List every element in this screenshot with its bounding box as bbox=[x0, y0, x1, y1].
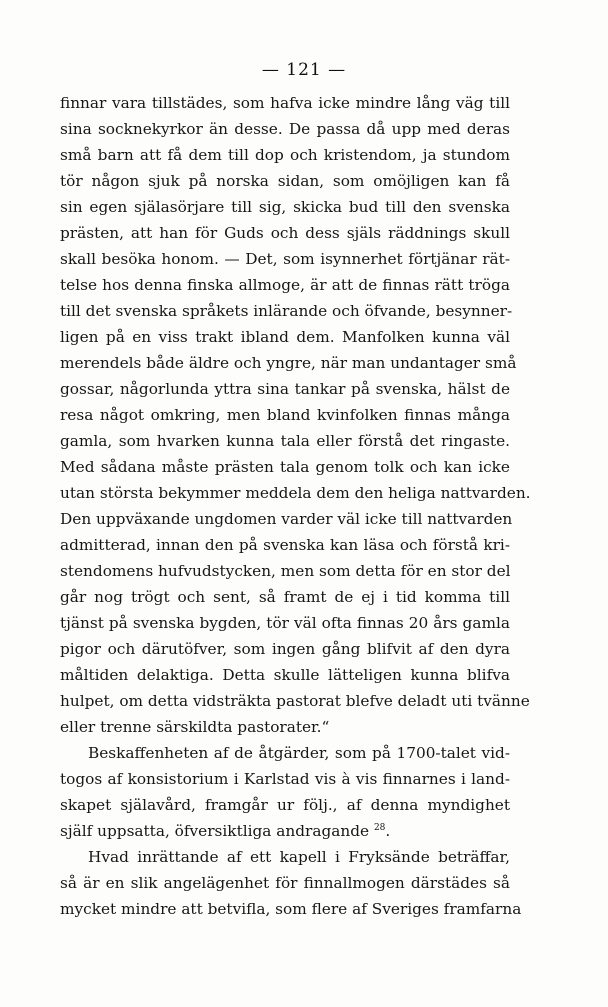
footnote-reference[interactable]: 28 bbox=[373, 823, 386, 833]
text-line: skapet själavård, framgår ur följ., af denna myndighet bbox=[60, 796, 510, 814]
text-line: Med sådana måste prästen tala genom tolk och kan icke bbox=[60, 458, 510, 476]
text-line: gossar, någorlunda yttra sina tankar på svenska, hälst de bbox=[60, 380, 510, 398]
text-line: eller trenne särskildta pastorater.“ bbox=[60, 718, 330, 736]
paragraph-1 bbox=[60, 90, 531, 740]
text-line-with-footnote bbox=[60, 818, 510, 844]
sentence-end: . bbox=[385, 822, 391, 840]
text-line: måltiden delaktiga. Detta skulle lätteligen kunna blifva bbox=[60, 666, 510, 684]
text-line: stendomens hufvudstycken, men som detta för en stor del bbox=[60, 562, 511, 580]
text-line: togos af konsistorium i Karlstad vis à vis finnarnes i land- bbox=[60, 770, 510, 788]
text-line: Den uppväxande ungdomen varder väl icke till nattvarden bbox=[60, 510, 513, 528]
text-line: tjänst på svenska bygden, tör väl ofta finnas 20 års gamla bbox=[60, 614, 510, 632]
page-number: — 121 — bbox=[261, 60, 347, 80]
text-line: tör någon sjuk på norska sidan, som omöjligen kan få bbox=[60, 172, 510, 190]
text-line: ligen på en viss trakt ibland dem. Manfolken kunna väl bbox=[60, 328, 510, 346]
text-line: utan största bekymmer meddela dem den heliga nattvarden. bbox=[60, 484, 531, 502]
text-line: själf uppsatta, öfversiktliga andragande bbox=[60, 822, 370, 840]
text-line: så är en slik angelägenhet för finnallmogen därstädes så bbox=[60, 874, 510, 892]
paragraph-3 bbox=[60, 844, 522, 922]
text-line: merendels både äldre och yngre, när man undantager små bbox=[60, 354, 517, 372]
text-line: gamla, som hvarken kunna tala eller förstå det ringaste. bbox=[60, 432, 510, 450]
text-line: telse hos denna finska allmoge, är att de finnas rätt tröga bbox=[60, 276, 510, 294]
text-line: sina socknekyrkor än desse. De passa då upp med deras bbox=[60, 120, 510, 138]
text-line: sin egen själasörjare till sig, skicka bud till den svenska bbox=[60, 198, 510, 216]
text-line: till det svenska språkets inlärande och öfvande, besynner- bbox=[60, 302, 513, 320]
text-line: admitterad, innan den på svenska kan läsa och förstå kri- bbox=[60, 536, 510, 554]
text-line: Hvad inrättande af ett kapell i Fryksände beträffar, bbox=[88, 848, 510, 866]
body-text bbox=[60, 90, 531, 922]
text-line: små barn att få dem till dop och kristendom, ja stundom bbox=[60, 146, 510, 164]
text-line: hulpet, om detta vidsträkta pastorat blefve deladt uti tvänne bbox=[60, 692, 530, 710]
text-line: går nog trögt och sent, så framt de ej i tid komma till bbox=[60, 588, 510, 606]
text-line: finnar vara tillstädes, som hafva icke mindre lång väg till bbox=[60, 94, 510, 112]
text-line: skall besöka honom. — Det, som isynnerhet förtjänar rät- bbox=[60, 250, 510, 268]
text-line: resa något omkring, men bland kvinfolken finnas många bbox=[60, 406, 510, 424]
paragraph-2 bbox=[60, 740, 510, 844]
text-line: prästen, att han för Guds och dess själs räddnings skull bbox=[60, 224, 510, 242]
text-line: mycket mindre att betvifla, som flere af Sveriges framfarna bbox=[60, 900, 522, 918]
text-line: pigor och därutöfver, som ingen gång blifvit af den dyra bbox=[60, 640, 510, 658]
text-line: Beskaffenheten af de åtgärder, som på 1700-talet vid- bbox=[88, 744, 510, 762]
